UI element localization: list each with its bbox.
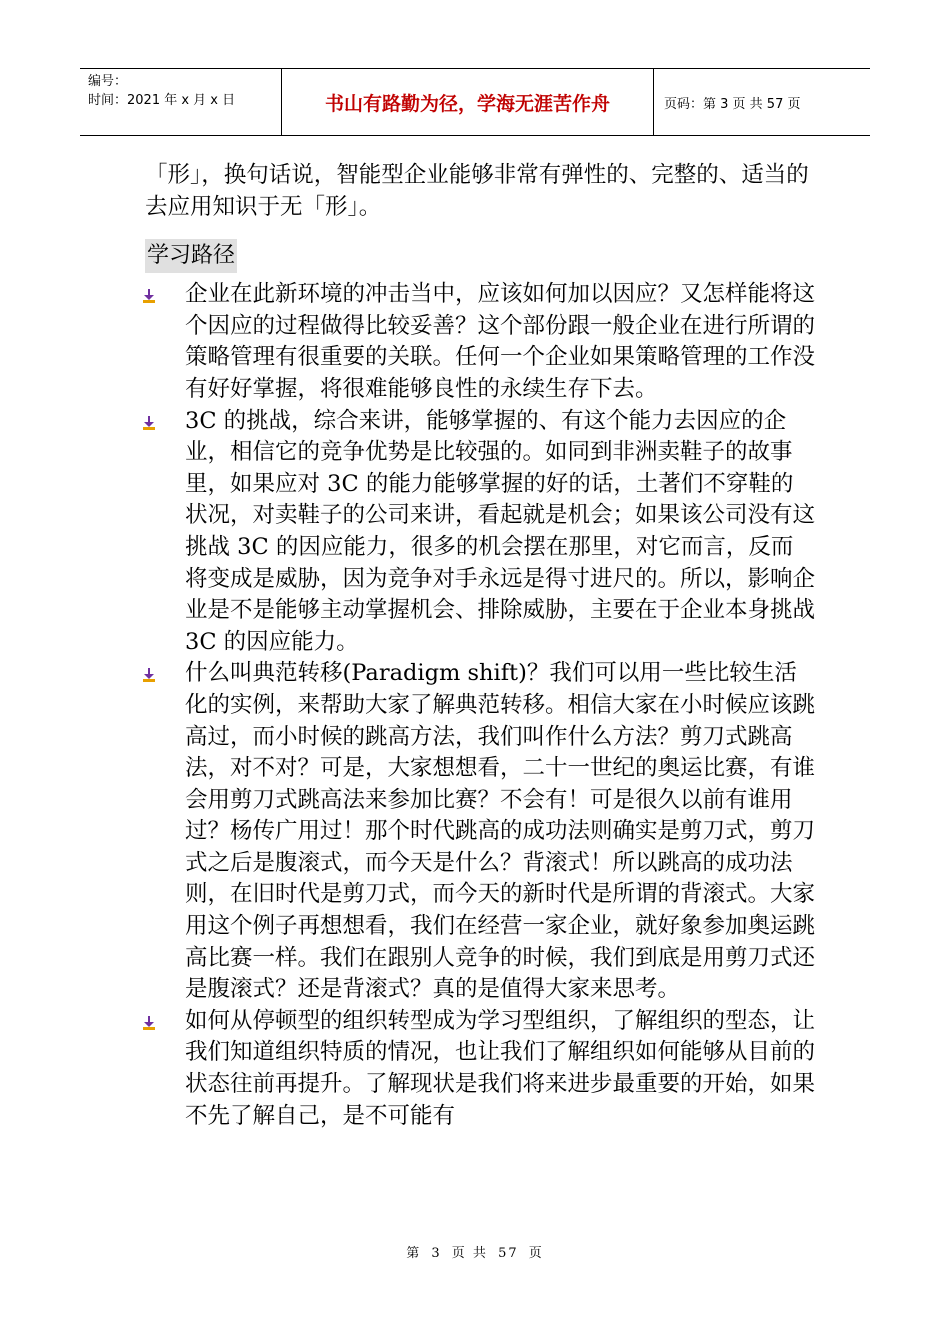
intro-paragraph: 「形」，换句话说，智能型企业能够非常有弹性的、完整的、适当的去应用知识于无「形」。 <box>145 162 809 220</box>
bullet-arrow-icon <box>143 289 155 303</box>
footer-middle: 页 共 <box>451 1246 488 1261</box>
bullet-arrow-icon <box>143 1016 155 1030</box>
bullet-arrow-icon <box>143 416 155 430</box>
bullet-text: 3C 的挑战，综合来讲，能够掌握的、有这个能力去因应的企业，相信它的竞争优势是比较强的。如同到非洲卖鞋子的故事里，如果应对 3C 的能力能够掌握的好的话，土著们不穿鞋的状况，对卖鞋子的公司来讲，看起就是机会；如果该公司没有这挑战 3C 的因应能力，很多的机会摆在那里，对它而言，反而将变成是威胁，因为竞争对手永远是得寸进尺的。所以，影响企业是不是能够主动掌握机会、排除威胁，主要在于企业本身挑战 3C 的因应能力。 <box>185 407 816 655</box>
bullet-arrow-icon <box>143 668 155 682</box>
list-item <box>145 406 815 659</box>
footer-suffix: 页 <box>528 1246 544 1261</box>
header-meta <box>80 69 282 135</box>
section-heading: 学习路径 <box>145 239 237 273</box>
footer-page-number: 3 <box>431 1246 442 1261</box>
bullet-list <box>145 279 815 1132</box>
header-motto: 书山有路勤为径，学海无涯苦作舟 <box>282 69 654 135</box>
page-header <box>80 68 870 136</box>
bullet-text: 如何从停顿型的组织转型成为学习型组织，了解组织的型态，让我们知道组织特质的情况，也让我们了解组织如何能够从目前的状态往前再提升。了解现状是我们将来进步最重要的开始，如果不先了解自己，是不可能有 <box>185 1007 816 1129</box>
bullet-text: 什么叫典范转移(Paradigm shift)？我们可以用一些比较生活化的实例，来帮助大家了解典范转移。相信大家在小时候应该跳高过，而小时候的跳高方法，我们叫作什么方法？剪刀式跳高法，对不对？可是，大家想想看，二十一世纪的奥运比赛，有谁会用剪刀式跳高法来参加比赛？不会有！可是很久以前有谁用过？杨传广用过！那个时代跳高的成功法则确实是剪刀式，剪刀式之后是腹滚式，而今天是什么？背滚式！所以跳高的成功法则，在旧时代是剪刀式，而今天的新时代是所谓的背滚式。大家用这个例子再想想看，我们在经营一家企业，就好象参加奥运跳高比赛一样。我们在跟别人竞争的时候，我们到底是用剪刀式还是腹滚式？还是背滚式？真的是值得大家来思考。 <box>185 660 816 1003</box>
list-item <box>145 1006 815 1132</box>
bullet-text: 企业在此新环境的冲击当中，应该如何加以因应？又怎样能将这个因应的过程做得比较妥善？这个部份跟一般企业在进行所谓的策略管理有很重要的关联。任何一个企业如果策略管理的工作没有好好掌握，将很难能够良性的永续生存下去。 <box>185 281 816 402</box>
document-number-label: 编号： <box>88 74 128 89</box>
page-footer <box>0 1242 950 1261</box>
header-page-info: 页码：第 3 页 共 57 页 <box>664 96 801 112</box>
document-date-label: 时间：2021 年 x 月 x 日 <box>88 93 236 108</box>
footer-total-pages: 57 <box>498 1246 519 1261</box>
page-body <box>145 160 815 1132</box>
footer-prefix: 第 <box>406 1246 422 1261</box>
list-item <box>145 279 815 405</box>
list-item <box>145 658 815 1006</box>
